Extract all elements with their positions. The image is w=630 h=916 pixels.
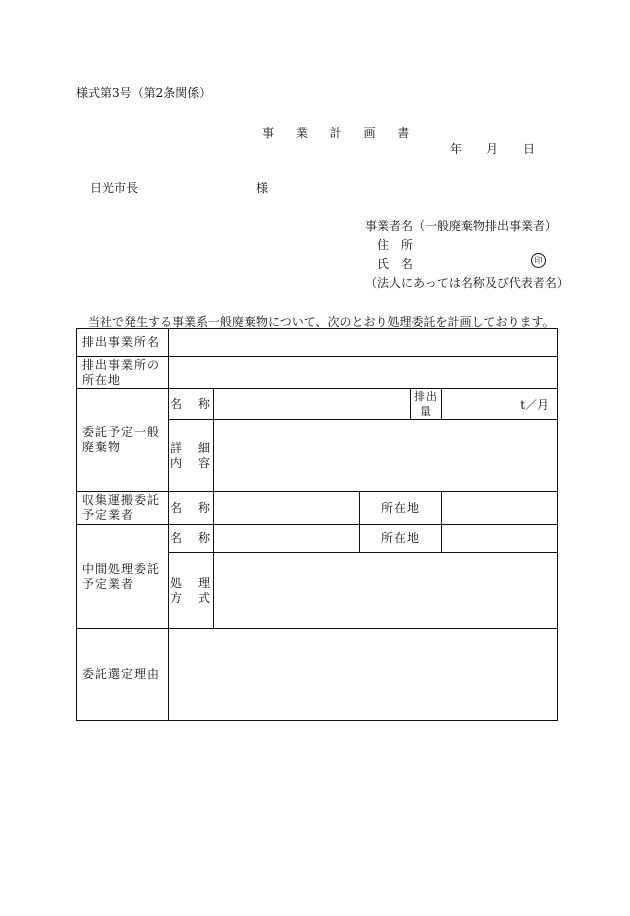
discharge-amount-unit: t／月 [520, 397, 550, 412]
selection-reason-field[interactable] [169, 629, 558, 721]
processor-name-label: 名 称 [169, 525, 214, 553]
discharge-office-name-label: 排出事業所名 [77, 329, 169, 357]
collector-label: 収集運搬委託予定業者 [77, 492, 169, 525]
processor-label: 中間処理委託予定業者 [77, 525, 169, 629]
processor-location-field[interactable] [442, 525, 558, 553]
date-month-label: 月 [486, 142, 499, 156]
processor-name-field[interactable] [214, 525, 360, 553]
applicant-title: 事業者名（一般廃棄物排出事業者） [365, 219, 558, 233]
processor-location-label: 所在地 [360, 525, 442, 553]
collector-name-field[interactable] [214, 492, 360, 525]
date-line [450, 140, 535, 157]
discharge-office-location-field[interactable] [169, 357, 558, 389]
addressee-honorific: 様 [256, 181, 269, 195]
date-day-label: 日 [523, 142, 536, 156]
plan-form-table [76, 328, 558, 721]
collector-location-label: 所在地 [360, 492, 442, 525]
corporate-note: （法人にあっては名称及び代表者名） [365, 276, 569, 290]
planned-waste-label: 委託予定一般廃棄物 [77, 389, 169, 492]
address-label: 住 所 [377, 238, 417, 252]
collector-name-label: 名 称 [169, 492, 214, 525]
collector-location-field[interactable] [442, 492, 558, 525]
seal-icon: 印 [531, 253, 546, 268]
discharge-amount-field[interactable] [442, 389, 558, 420]
discharge-amount-label [411, 389, 442, 420]
form-number: 様式第3号（第2条関係） [76, 86, 212, 100]
intro-text: 当社で発生する事業系一般廃棄物について、次のとおり処理委託を計画しております。 [88, 315, 555, 329]
processing-method-field[interactable] [214, 553, 558, 629]
date-year-label: 年 [450, 142, 463, 156]
waste-name-field[interactable] [214, 389, 411, 420]
processing-method-label: 処 理 方 式 [169, 553, 214, 629]
discharge-office-name-field[interactable] [169, 329, 558, 357]
discharge-office-location-label: 排出事業所の所在地 [77, 357, 169, 389]
name-label: 氏 名 [377, 257, 417, 271]
document-title: 事 業 計 画 書 [262, 126, 419, 140]
discharge-amount-text: 排出量 [414, 390, 438, 418]
waste-details-field[interactable] [214, 420, 558, 492]
waste-name-label: 名 称 [169, 389, 214, 420]
selection-reason-label: 委託選定理由 [77, 629, 169, 721]
addressee-name: 日光市長 [90, 181, 139, 195]
waste-details-label: 詳 細 内 容 [169, 420, 214, 492]
